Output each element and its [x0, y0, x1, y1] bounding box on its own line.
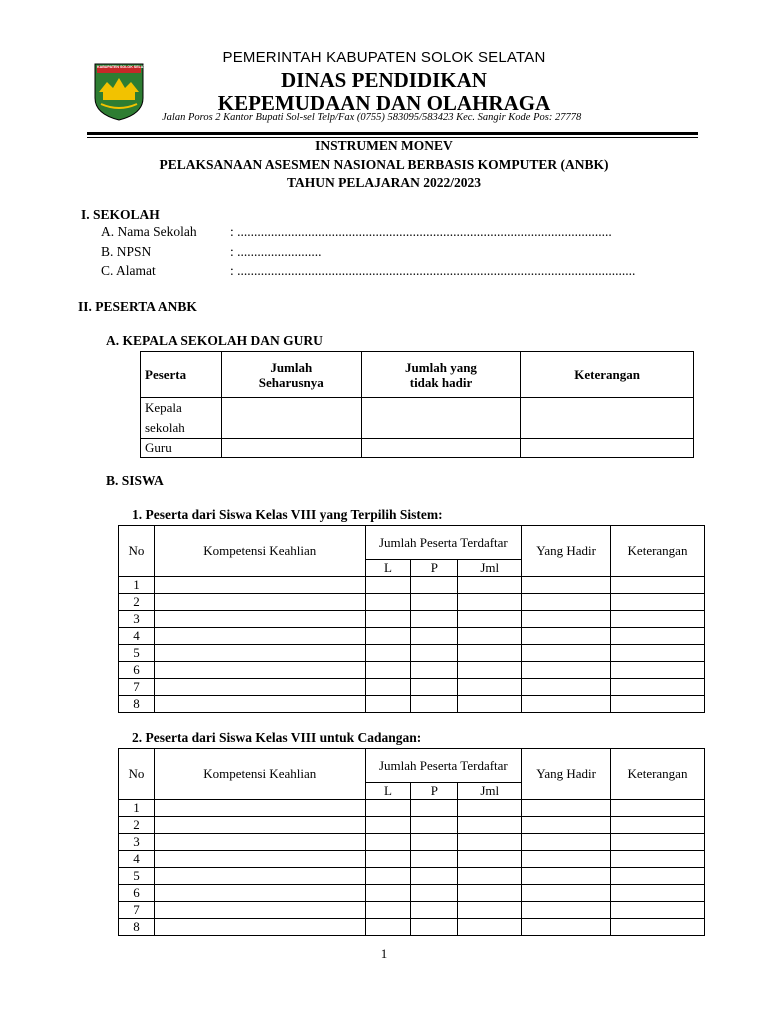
- cell-female[interactable]: [411, 645, 458, 662]
- cell-present[interactable]: [522, 594, 611, 611]
- table-row: [119, 851, 705, 868]
- cell-female[interactable]: [411, 919, 458, 936]
- cell-teacher-expected[interactable]: [221, 439, 361, 458]
- column-header-present: Yang Hadir: [522, 526, 611, 577]
- cell-competency[interactable]: [154, 800, 365, 817]
- cell-total[interactable]: [458, 594, 522, 611]
- field-value-school-name[interactable]: : ...............................................................................................................: [230, 224, 612, 239]
- table-row: [119, 594, 705, 611]
- cell-principal-absent[interactable]: [361, 398, 521, 439]
- cell-male[interactable]: [365, 868, 411, 885]
- column-header-male: L: [365, 783, 411, 800]
- cell-present[interactable]: [522, 611, 611, 628]
- column-header-participant: Peserta: [141, 352, 222, 398]
- cell-competency[interactable]: [154, 868, 365, 885]
- column-header-male: L: [365, 560, 411, 577]
- cell-notes[interactable]: [611, 594, 705, 611]
- column-header-no: No: [119, 526, 155, 577]
- cell-present[interactable]: [522, 851, 611, 868]
- subsection-principal-teacher-heading: A. KEPALA SEKOLAH DAN GURU: [106, 333, 323, 348]
- table-row: [119, 817, 705, 834]
- cell-male[interactable]: [365, 817, 411, 834]
- government-name: PEMERINTAH KABUPATEN SOLOK SELATAN: [222, 49, 546, 66]
- cell-notes[interactable]: [611, 851, 705, 868]
- cell-total[interactable]: [458, 885, 522, 902]
- cell-present[interactable]: [522, 645, 611, 662]
- table-row: [119, 902, 705, 919]
- table-row: [119, 679, 705, 696]
- cell-competency[interactable]: [154, 919, 365, 936]
- field-label-npsn: B. NPSN: [101, 244, 152, 259]
- agency-subname: KEPEMUDAAN DAN OLAHRAGA: [217, 91, 551, 115]
- column-header-notes: Keterangan: [611, 526, 705, 577]
- cell-male[interactable]: [365, 662, 411, 679]
- cell-total[interactable]: [458, 817, 522, 834]
- cell-competency[interactable]: [154, 611, 365, 628]
- column-header-absent-count: Jumlah yang tidak hadir: [361, 352, 521, 398]
- column-header-total: Jml: [458, 560, 522, 577]
- row-number: 8: [119, 919, 155, 936]
- cell-male[interactable]: [365, 577, 411, 594]
- cell-present[interactable]: [522, 800, 611, 817]
- cell-principal-notes[interactable]: [521, 398, 694, 439]
- row-number: 1: [119, 800, 155, 817]
- cell-female[interactable]: [411, 834, 458, 851]
- row-number: 6: [119, 885, 155, 902]
- cell-competency[interactable]: [154, 679, 365, 696]
- row-number: 5: [119, 645, 155, 662]
- cell-male[interactable]: [365, 919, 411, 936]
- table-row: [119, 628, 705, 645]
- agency-name: DINAS PENDIDIKAN: [281, 68, 487, 92]
- students-reserve-heading: 2. Peserta dari Siswa Kelas VIII untuk Cadangan:: [132, 730, 422, 745]
- field-value-npsn[interactable]: : .........................: [230, 244, 322, 259]
- cell-notes[interactable]: [611, 885, 705, 902]
- cell-female[interactable]: [411, 696, 458, 713]
- cell-present[interactable]: [522, 868, 611, 885]
- row-number: 8: [119, 696, 155, 713]
- cell-notes[interactable]: [611, 577, 705, 594]
- field-label-school-name: A. Nama Sekolah: [101, 224, 197, 239]
- cell-male[interactable]: [365, 611, 411, 628]
- column-header-expected-count: Jumlah Seharusnya: [221, 352, 361, 398]
- cell-teacher-notes[interactable]: [521, 439, 694, 458]
- section-participants-heading: II. PESERTA ANBK: [78, 299, 197, 314]
- cell-notes[interactable]: [611, 628, 705, 645]
- cell-competency[interactable]: [154, 885, 365, 902]
- cell-notes[interactable]: [611, 679, 705, 696]
- cell-female[interactable]: [411, 611, 458, 628]
- cell-total[interactable]: [458, 679, 522, 696]
- cell-total[interactable]: [458, 611, 522, 628]
- cell-female[interactable]: [411, 628, 458, 645]
- cell-male[interactable]: [365, 679, 411, 696]
- subsection-students-heading: B. SISWA: [106, 473, 164, 488]
- cell-male[interactable]: [365, 628, 411, 645]
- section-school-heading: I. SEKOLAH: [81, 207, 160, 222]
- cell-present[interactable]: [522, 696, 611, 713]
- cell-female[interactable]: [411, 868, 458, 885]
- cell-female[interactable]: [411, 662, 458, 679]
- cell-competency[interactable]: [154, 902, 365, 919]
- cell-male[interactable]: [365, 696, 411, 713]
- cell-present[interactable]: [522, 577, 611, 594]
- cell-competency[interactable]: [154, 696, 365, 713]
- column-header-no: No: [119, 749, 155, 800]
- cell-competency[interactable]: [154, 577, 365, 594]
- cell-total[interactable]: [458, 800, 522, 817]
- cell-teacher-absent[interactable]: [361, 439, 521, 458]
- table-row: [141, 398, 694, 439]
- row-number: 2: [119, 817, 155, 834]
- table-row: [119, 645, 705, 662]
- cell-total[interactable]: [458, 696, 522, 713]
- column-header-present: Yang Hadir: [522, 749, 611, 800]
- table-row: [119, 696, 705, 713]
- field-label-address: C. Alamat: [101, 263, 156, 278]
- cell-total[interactable]: [458, 662, 522, 679]
- cell-female[interactable]: [411, 594, 458, 611]
- cell-total[interactable]: [458, 645, 522, 662]
- cell-competency[interactable]: [154, 628, 365, 645]
- cell-present[interactable]: [522, 679, 611, 696]
- cell-notes[interactable]: [611, 696, 705, 713]
- cell-male[interactable]: [365, 645, 411, 662]
- row-number: 4: [119, 628, 155, 645]
- column-header-female: P: [411, 560, 458, 577]
- row-number: 3: [119, 611, 155, 628]
- cell-female[interactable]: [411, 800, 458, 817]
- column-header-total: Jml: [458, 783, 522, 800]
- students-selected-heading: 1. Peserta dari Siswa Kelas VIII yang Terpilih Sistem:: [132, 507, 443, 522]
- row-number: 3: [119, 834, 155, 851]
- cell-notes[interactable]: [611, 817, 705, 834]
- cell-present[interactable]: [522, 817, 611, 834]
- cell-total[interactable]: [458, 902, 522, 919]
- cell-female[interactable]: [411, 851, 458, 868]
- table-row: [119, 834, 705, 851]
- cell-present[interactable]: [522, 662, 611, 679]
- cell-female[interactable]: [411, 679, 458, 696]
- cell-total[interactable]: [458, 577, 522, 594]
- column-header-competency: Kompetensi Keahlian: [154, 526, 365, 577]
- row-number: 5: [119, 868, 155, 885]
- cell-notes[interactable]: [611, 919, 705, 936]
- cell-male[interactable]: [365, 902, 411, 919]
- principal-teacher-table: [140, 351, 694, 458]
- row-label-teacher: Guru: [141, 439, 222, 458]
- field-value-address[interactable]: : ......................................................................................................................: [230, 263, 636, 278]
- column-header-registered: Jumlah Peserta Terdaftar: [365, 526, 522, 560]
- cell-notes[interactable]: [611, 645, 705, 662]
- agency-address: Jalan Poros 2 Kantor Bupati Sol-sel Telp/Fax (0755) 583095/583423 Kec. Sangir Kode Pos: 27778: [162, 112, 582, 123]
- table-row: [119, 919, 705, 936]
- row-number: 1: [119, 577, 155, 594]
- cell-competency[interactable]: [154, 851, 365, 868]
- table-row: [119, 662, 705, 679]
- letterhead-rule-thick: [87, 132, 698, 135]
- cell-female[interactable]: [411, 885, 458, 902]
- column-header-notes: Keterangan: [611, 749, 705, 800]
- cell-male[interactable]: [365, 885, 411, 902]
- students-selected-table: [118, 525, 705, 713]
- students-reserve-table: [118, 748, 705, 936]
- cell-notes[interactable]: [611, 662, 705, 679]
- cell-present[interactable]: [522, 885, 611, 902]
- cell-male[interactable]: [365, 800, 411, 817]
- cell-notes[interactable]: [611, 902, 705, 919]
- cell-female[interactable]: [411, 817, 458, 834]
- document-title: INSTRUMEN MONEV: [315, 138, 453, 153]
- academic-year: TAHUN PELAJARAN 2022/2023: [286, 175, 481, 190]
- cell-female[interactable]: [411, 902, 458, 919]
- cell-notes[interactable]: [611, 611, 705, 628]
- cell-notes[interactable]: [611, 834, 705, 851]
- cell-competency[interactable]: [154, 645, 365, 662]
- table-row: [119, 800, 705, 817]
- cell-total[interactable]: [458, 851, 522, 868]
- table-row: [119, 577, 705, 594]
- row-number: 7: [119, 679, 155, 696]
- cell-notes[interactable]: [611, 800, 705, 817]
- cell-total[interactable]: [458, 919, 522, 936]
- table-row: [119, 611, 705, 628]
- row-label-principal: Kepala sekolah: [141, 398, 222, 439]
- table-row: [119, 885, 705, 902]
- row-number: 4: [119, 851, 155, 868]
- cell-competency[interactable]: [154, 834, 365, 851]
- logo-text: KABUPATEN SOLOK SELATAN: [97, 65, 151, 69]
- cell-female[interactable]: [411, 577, 458, 594]
- row-number: 6: [119, 662, 155, 679]
- column-header-registered: Jumlah Peserta Terdaftar: [365, 749, 522, 783]
- cell-male[interactable]: [365, 834, 411, 851]
- cell-principal-expected[interactable]: [221, 398, 361, 439]
- page-number: 1: [380, 946, 388, 961]
- cell-competency[interactable]: [154, 817, 365, 834]
- row-number: 2: [119, 594, 155, 611]
- cell-competency[interactable]: [154, 594, 365, 611]
- cell-competency[interactable]: [154, 662, 365, 679]
- row-number: 7: [119, 902, 155, 919]
- column-header-competency: Kompetensi Keahlian: [154, 749, 365, 800]
- cell-total[interactable]: [458, 868, 522, 885]
- document-subtitle: PELAKSANAAN ASESMEN NASIONAL BERBASIS KOMPUTER (ANBK): [159, 157, 609, 172]
- table-row: [141, 439, 694, 458]
- column-header-female: P: [411, 783, 458, 800]
- cell-present[interactable]: [522, 628, 611, 645]
- cell-present[interactable]: [522, 902, 611, 919]
- cell-male[interactable]: [365, 851, 411, 868]
- column-header-notes: Keterangan: [521, 352, 694, 398]
- cell-male[interactable]: [365, 594, 411, 611]
- cell-present[interactable]: [522, 834, 611, 851]
- cell-total[interactable]: [458, 834, 522, 851]
- cell-present[interactable]: [522, 919, 611, 936]
- table-row: [119, 868, 705, 885]
- cell-notes[interactable]: [611, 868, 705, 885]
- cell-total[interactable]: [458, 628, 522, 645]
